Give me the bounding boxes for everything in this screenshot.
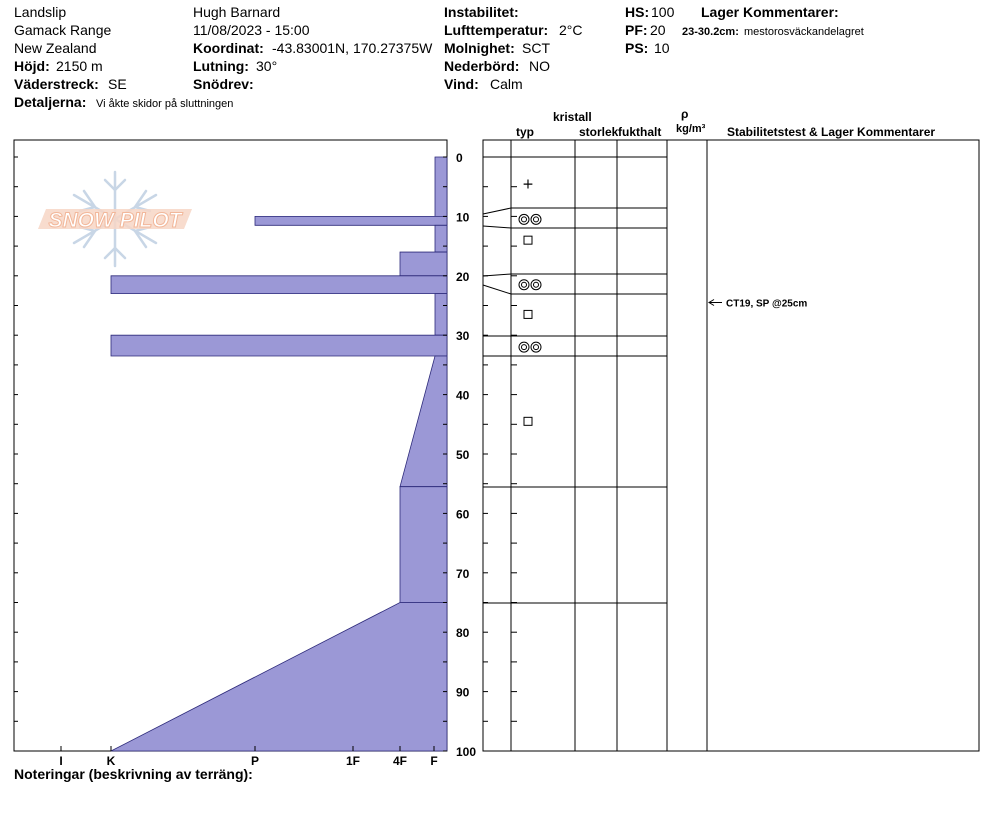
- coord-label: Koordinat:: [193, 40, 264, 56]
- crystal-rounded-symbol: [519, 280, 529, 290]
- rho-header: ρ: [681, 107, 689, 121]
- aspect-value: SE: [108, 76, 127, 92]
- drift-label: Snödrev:: [193, 76, 254, 92]
- layer-comment-text: mestorosväckandelagret: [744, 26, 864, 38]
- crystal-faceted-symbol: [524, 417, 532, 425]
- hardness-layer-5: [435, 294, 447, 336]
- elevation-label: Höjd:: [14, 58, 50, 74]
- layer-table-ticks: [483, 157, 517, 751]
- pf-label: PF:: [625, 22, 648, 38]
- coord-value: -43.83001N, 170.27375W: [272, 40, 433, 56]
- stability-tests: [709, 299, 807, 310]
- depth-label: 0: [456, 151, 463, 165]
- precip-value: NO: [529, 58, 550, 74]
- depth-label: 70: [456, 566, 470, 581]
- crystal-rounded-symbol-inner: [522, 217, 527, 222]
- depth-label: 40: [456, 388, 470, 403]
- layer-boundary-connector: [483, 226, 511, 228]
- depth-label: 80: [456, 626, 470, 641]
- crystal-faceted-symbol: [524, 310, 532, 318]
- ps-value: 10: [654, 40, 670, 56]
- location: Landslip: [14, 4, 67, 20]
- depth-label: 10: [456, 210, 470, 225]
- hardness-layer-4: [111, 276, 447, 294]
- snowpilot-logo: [38, 172, 192, 266]
- crystal-rounded-symbol-inner: [522, 282, 527, 287]
- depth-label: 90: [456, 685, 470, 700]
- wind-value: Calm: [490, 76, 523, 92]
- hardness-layer-9: [111, 603, 447, 752]
- crystal-new-snow-symbol: +: [522, 176, 534, 193]
- crystal-rounded-symbol: [519, 214, 529, 224]
- hs-label: HS:: [625, 4, 650, 20]
- crystal-rounded-symbol: [519, 342, 529, 352]
- density-unit-header: kg/m³: [676, 123, 706, 135]
- hardness-bars: [111, 157, 447, 751]
- observer: Hugh Barnard: [193, 4, 281, 20]
- hardness-layer-6: [111, 335, 447, 356]
- type-header: typ: [516, 125, 534, 139]
- stability-test-label: CT19, SP @25cm: [726, 298, 808, 310]
- datetime: 11/08/2023 - 15:00: [193, 22, 310, 38]
- size-header: storlek: [579, 125, 619, 139]
- layer-comments-label: Lager Kommentarer:: [701, 4, 839, 20]
- hardness-layer-1: [255, 216, 447, 225]
- layer-table-frame: [483, 140, 979, 751]
- layer-boundary-connector: [483, 285, 511, 294]
- depth-axis-labels: [456, 151, 476, 759]
- ps-label: PS:: [625, 40, 649, 56]
- airtemp-label: Lufttemperatur:: [444, 22, 549, 38]
- depth-label: 60: [456, 507, 470, 522]
- country: New Zealand: [14, 40, 97, 56]
- slope-label: Lutning:: [193, 58, 249, 74]
- crystal-rounded-symbol-inner: [522, 345, 527, 350]
- crystal-faceted-symbol: [524, 236, 532, 244]
- details-value: Vi åkte skidor på sluttningen: [96, 98, 234, 110]
- sky-label: Molnighet:: [444, 40, 515, 56]
- sky-value: SCT: [522, 40, 550, 56]
- crystal-header: kristall: [553, 110, 592, 124]
- depth-label: 50: [456, 448, 470, 462]
- moisture-header: fukthalt: [618, 125, 662, 139]
- pf-value: 20: [650, 22, 666, 38]
- logo-text: SNOW PILOT: [48, 209, 182, 232]
- wind-label: Vind:: [444, 76, 479, 92]
- hardness-label-f: F: [430, 754, 438, 768]
- aspect-label: Väderstreck:: [14, 76, 99, 92]
- hardness-label-4f: 4F: [392, 754, 408, 768]
- details-label: Detaljerna:: [14, 94, 87, 110]
- depth-label: 30: [456, 329, 470, 344]
- slope-value: 30°: [256, 58, 278, 74]
- layer-comment-range: 23-30.2cm:: [682, 26, 739, 38]
- depth-label: 100: [456, 745, 477, 759]
- crystal-rounded-symbol: [531, 214, 541, 224]
- crystal-rounded-symbol-inner: [534, 345, 539, 350]
- notes-label: Noteringar (beskrivning av terräng):: [14, 766, 253, 782]
- elevation-value: 2150 m: [56, 58, 103, 74]
- precip-label: Nederbörd:: [444, 58, 520, 74]
- crystal-rounded-symbol: [531, 280, 541, 290]
- hardness-label-1f: 1F: [345, 754, 361, 768]
- hardness-layer-7: [400, 356, 447, 487]
- hardness-layer-8: [400, 487, 447, 603]
- hs-value: 100: [651, 4, 675, 20]
- crystal-rounded-symbol-inner: [534, 217, 539, 222]
- layer-boundary-connector: [483, 274, 511, 276]
- crystal-rounded-symbol: [531, 342, 541, 352]
- hardness-label-p: P: [250, 754, 260, 768]
- layer-boundary-connector: [483, 208, 511, 214]
- hardness-label-i: I: [59, 754, 63, 768]
- airtemp-value: 2°C: [559, 22, 583, 38]
- crystal-rounded-symbol-inner: [534, 282, 539, 287]
- hardness-layer-3: [400, 252, 447, 276]
- instability-label: Instabilitet:: [444, 4, 519, 20]
- stability-header: Stabilitetstest & Lager Kommentarer: [727, 125, 936, 139]
- hardness-layer-2: [435, 225, 447, 252]
- range: Gamack Range: [14, 22, 112, 38]
- depth-label: 20: [456, 269, 470, 284]
- hardness-label-k: K: [106, 754, 116, 768]
- crystal-symbols: [519, 177, 541, 426]
